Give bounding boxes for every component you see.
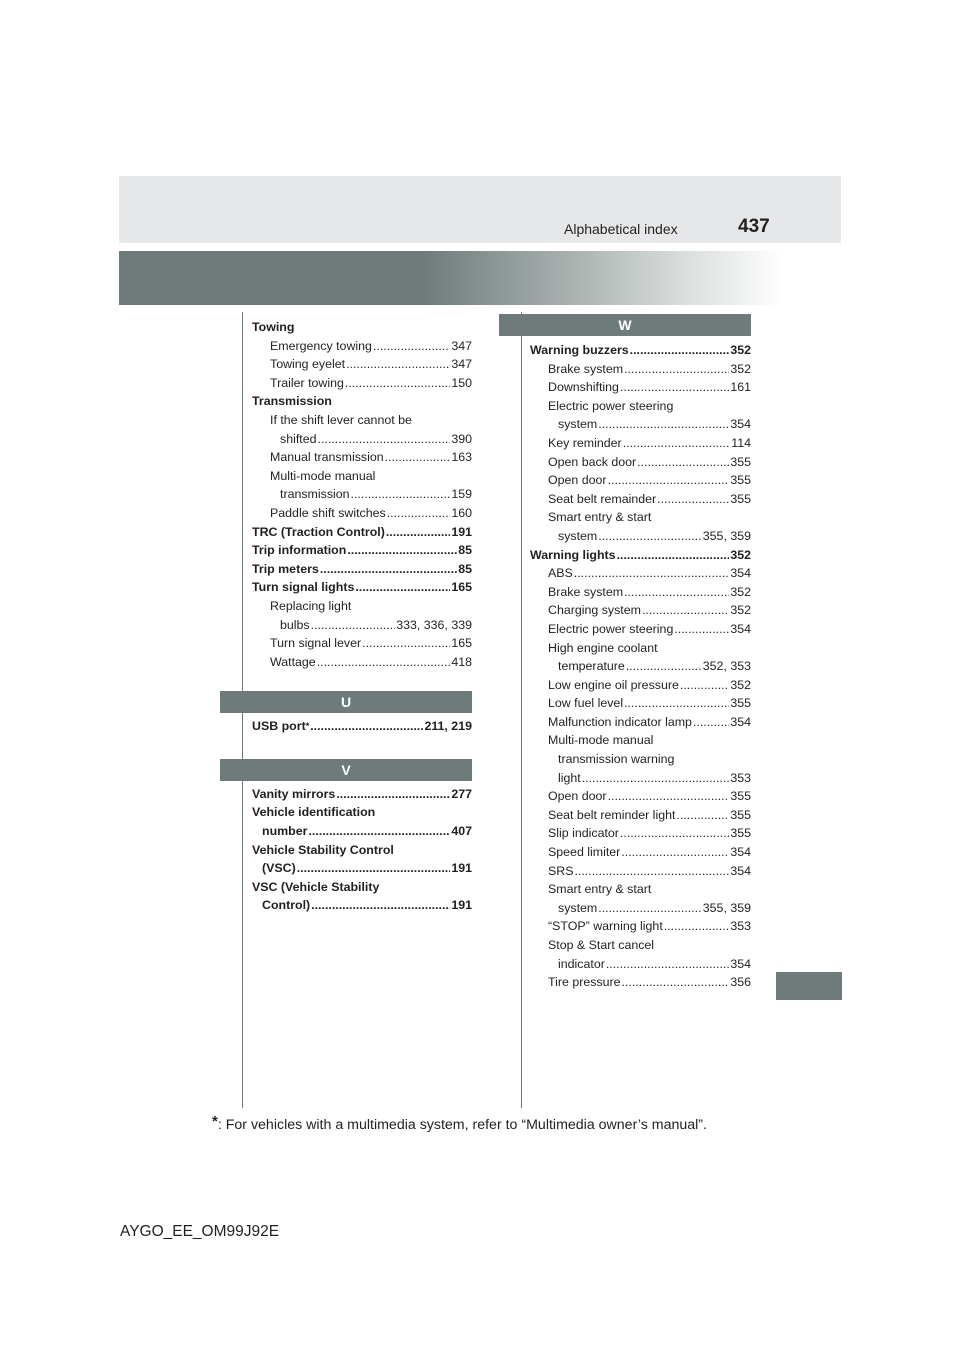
dot-leader bbox=[617, 546, 730, 565]
index-entry-label: Trip meters bbox=[252, 561, 319, 576]
index-entry-page: 85 bbox=[458, 543, 472, 558]
index-entry bbox=[530, 378, 751, 397]
index-entry bbox=[252, 878, 472, 897]
index-entry-label: Stop & Start cancel bbox=[548, 938, 655, 952]
index-entry bbox=[252, 523, 472, 542]
index-entry-page: 352 bbox=[730, 547, 751, 562]
index-entry bbox=[530, 899, 751, 918]
dot-leader bbox=[385, 448, 451, 467]
index-entry bbox=[530, 676, 751, 695]
index-entry-page: 354 bbox=[730, 566, 751, 581]
index-entry-label: light bbox=[558, 770, 581, 785]
index-entry-page: 211, 219 bbox=[424, 719, 472, 734]
index-entry-label: Turn signal lever bbox=[270, 636, 362, 651]
dot-leader bbox=[598, 415, 729, 434]
index-entry-label: Control) bbox=[262, 898, 311, 913]
dot-leader bbox=[345, 374, 450, 393]
dot-leader bbox=[620, 378, 729, 397]
index-entry-label: Low fuel level bbox=[548, 696, 624, 711]
index-entry-page: 333, 336, 339 bbox=[396, 617, 472, 632]
dot-leader bbox=[674, 620, 729, 639]
document-code: AYGO_EE_OM99J92E bbox=[120, 1223, 280, 1240]
dot-leader bbox=[624, 583, 729, 602]
dot-leader bbox=[693, 713, 729, 732]
index-entry bbox=[530, 583, 751, 602]
dot-leader bbox=[608, 471, 730, 490]
index-entry-page: 355 bbox=[730, 491, 751, 506]
dot-leader bbox=[320, 560, 457, 579]
index-entry-page: 352 bbox=[730, 677, 751, 692]
index-entry-page: 163 bbox=[451, 450, 472, 465]
dot-leader bbox=[637, 453, 729, 472]
index-entry-page: 352 bbox=[730, 603, 751, 618]
index-entry-page: 354 bbox=[730, 621, 751, 636]
index-entry bbox=[252, 448, 472, 467]
index-entry-label: Seat belt remainder bbox=[548, 491, 657, 506]
index-entry bbox=[252, 653, 472, 672]
index-entry-page: 160 bbox=[451, 505, 472, 520]
dot-leader bbox=[373, 337, 450, 356]
index-entry bbox=[530, 694, 751, 713]
index-entry-page: 353 bbox=[730, 919, 751, 934]
index-entry bbox=[252, 859, 472, 878]
index-entry-label: Electric power steering bbox=[548, 621, 674, 636]
index-entry-label: Low engine oil pressure bbox=[548, 677, 679, 692]
index-group-u bbox=[252, 717, 472, 736]
index-entry-label: Replacing light bbox=[270, 598, 352, 613]
index-entry bbox=[252, 318, 472, 337]
index-entry-label: Electric power steering bbox=[548, 398, 674, 413]
dot-leader bbox=[311, 896, 450, 915]
header-gradient-band bbox=[119, 251, 841, 305]
index-entry-label: Vanity mirrors bbox=[252, 786, 336, 801]
index-entry-page: 355 bbox=[730, 473, 751, 488]
index-entry-label: High engine coolant bbox=[548, 640, 658, 655]
index-entry bbox=[530, 787, 751, 806]
index-entry bbox=[252, 785, 472, 804]
dot-leader bbox=[336, 785, 450, 804]
letter-band-v: V bbox=[220, 759, 472, 781]
index-entry-label: number bbox=[262, 824, 308, 839]
index-entry-label: Smart entry & start bbox=[548, 882, 652, 897]
index-entry bbox=[252, 504, 472, 523]
index-entry-label: Speed limiter bbox=[548, 845, 621, 860]
index-entry bbox=[252, 392, 472, 411]
index-entry: USB port * ..... 211, 219 bbox=[252, 717, 472, 736]
index-entry bbox=[530, 657, 751, 676]
index-entry-label: system bbox=[558, 417, 598, 432]
index-entry-label: Warning buzzers bbox=[530, 343, 629, 357]
index-entry bbox=[530, 843, 751, 862]
dot-leader bbox=[642, 601, 729, 620]
index-entry-label: Key reminder bbox=[548, 435, 622, 450]
index-entry bbox=[252, 803, 472, 822]
index-entry bbox=[252, 374, 472, 393]
index-entry bbox=[252, 430, 472, 449]
dot-leader bbox=[624, 360, 729, 379]
index-entry-label: VSC (Vehicle Stability bbox=[252, 879, 380, 894]
dot-leader bbox=[574, 564, 730, 583]
index-entry-page: 347 bbox=[451, 357, 472, 372]
index-entry-label: Trailer towing bbox=[270, 375, 344, 390]
index-entry-page: 352 bbox=[730, 584, 751, 599]
index-entry-page: 355 bbox=[730, 807, 751, 822]
index-entry bbox=[530, 490, 751, 509]
dot-leader bbox=[582, 769, 730, 788]
index-entry-label: Malfunction indicator lamp bbox=[548, 714, 692, 729]
index-entry-page: 354 bbox=[730, 714, 751, 729]
index-entry-label: “STOP” warning light bbox=[548, 919, 663, 934]
index-entry bbox=[530, 639, 751, 658]
index-entry-label: Turn signal lights bbox=[252, 580, 355, 595]
index-entry-label: Open door bbox=[548, 789, 607, 804]
index-entry bbox=[530, 397, 751, 416]
index-entry-page: 355 bbox=[730, 454, 751, 469]
dot-leader bbox=[310, 717, 423, 736]
index-entry-page: 150 bbox=[451, 375, 472, 390]
index-entry bbox=[530, 546, 751, 565]
index-entry bbox=[530, 824, 751, 843]
index-entry-page: 165 bbox=[451, 636, 472, 651]
footnote-marker: * bbox=[212, 1113, 218, 1130]
dot-leader bbox=[676, 806, 729, 825]
header-bar bbox=[119, 176, 841, 243]
index-entry-label: ABS bbox=[548, 566, 573, 581]
dot-leader bbox=[355, 578, 450, 597]
index-entry-page: 347 bbox=[451, 338, 472, 353]
index-entry bbox=[252, 896, 472, 915]
index-entry bbox=[530, 471, 751, 490]
dot-leader bbox=[362, 634, 450, 653]
dot-leader bbox=[598, 527, 702, 546]
index-entry bbox=[530, 341, 751, 360]
index-entry-label: Manual transmission bbox=[270, 450, 384, 465]
index-entry bbox=[252, 337, 472, 356]
index-entry-page: 407 bbox=[451, 824, 472, 839]
index-entry-label: Downshifting bbox=[548, 380, 619, 395]
index-entry bbox=[530, 750, 751, 769]
index-entry-page: 355 bbox=[730, 696, 751, 711]
index-entry-page: 418 bbox=[451, 654, 472, 669]
dot-leader bbox=[608, 787, 730, 806]
dot-leader bbox=[317, 653, 451, 672]
index-entry-label: transmission warning bbox=[558, 752, 675, 767]
index-entry-label: Tire pressure bbox=[548, 975, 621, 990]
index-group-w bbox=[530, 341, 751, 992]
index-entry-page: 390 bbox=[451, 431, 472, 446]
index-entry bbox=[530, 620, 751, 639]
index-entry-page: 355, 359 bbox=[702, 528, 751, 543]
index-entry-page: 355, 359 bbox=[702, 900, 751, 915]
index-group-v bbox=[252, 785, 472, 915]
dot-leader bbox=[387, 504, 451, 523]
index-entry-label: shifted bbox=[280, 431, 317, 446]
index-entry-page: 352 bbox=[730, 343, 751, 357]
index-entry bbox=[530, 360, 751, 379]
index-entry-page: 191 bbox=[451, 861, 472, 876]
index-entry bbox=[530, 973, 751, 992]
index-entry bbox=[530, 731, 751, 750]
index-entry-label: If the shift lever cannot be bbox=[270, 412, 412, 427]
index-entry-page: 85 bbox=[458, 561, 472, 576]
dot-leader bbox=[318, 430, 451, 449]
index-entry-label: Seat belt reminder light bbox=[548, 807, 676, 822]
index-entry bbox=[530, 862, 751, 881]
index-entry bbox=[530, 434, 751, 453]
index-entry-page: 354 bbox=[730, 417, 751, 432]
index-entry-label: Vehicle Stability Control bbox=[252, 842, 394, 857]
index-entry-page: 161 bbox=[730, 380, 751, 395]
chapter-side-tab bbox=[776, 972, 842, 1000]
dot-leader bbox=[351, 485, 451, 504]
dot-leader bbox=[620, 824, 729, 843]
dot-leader bbox=[622, 973, 730, 992]
index-entry-label: Brake system bbox=[548, 361, 624, 376]
dot-leader bbox=[626, 657, 702, 676]
footnote bbox=[212, 1113, 707, 1133]
index-entry-page: 353 bbox=[730, 770, 751, 785]
index-entry bbox=[530, 415, 751, 434]
index-entry-label: transmission bbox=[280, 487, 350, 502]
index-entry-page: 354 bbox=[730, 845, 751, 860]
dot-leader bbox=[606, 955, 729, 974]
dot-leader bbox=[598, 899, 702, 918]
index-entry bbox=[252, 597, 472, 616]
index-entry-page: 191 bbox=[451, 524, 472, 539]
index-entry bbox=[252, 355, 472, 374]
section-title: Alphabetical index bbox=[564, 221, 678, 237]
index-entry-page: 165 bbox=[451, 580, 472, 595]
index-entry bbox=[530, 769, 751, 788]
index-entry-label: Open back door bbox=[548, 454, 637, 469]
index-entry bbox=[252, 467, 472, 486]
dot-leader bbox=[308, 822, 450, 841]
dot-leader bbox=[657, 490, 729, 509]
dot-leader bbox=[664, 917, 730, 936]
index-entry-label: temperature bbox=[558, 659, 625, 674]
index-entry bbox=[530, 713, 751, 732]
dot-leader bbox=[386, 523, 450, 542]
index-entry-label: indicator bbox=[558, 956, 605, 971]
index-entry-label: Trip information bbox=[252, 543, 347, 558]
index-entry-page: 355 bbox=[730, 789, 751, 804]
index-entry-page: 354 bbox=[730, 956, 751, 971]
index-entry-label: bulbs bbox=[280, 617, 310, 632]
index-entry bbox=[252, 822, 472, 841]
index-entry-label: (VSC) bbox=[262, 861, 296, 876]
index-entry-label: system bbox=[558, 900, 598, 915]
dot-leader bbox=[574, 862, 729, 881]
dot-leader bbox=[347, 541, 457, 560]
dot-leader bbox=[624, 694, 729, 713]
index-entry bbox=[530, 453, 751, 472]
index-entry bbox=[530, 564, 751, 583]
index-entry-label: Towing bbox=[252, 320, 295, 334]
index-entry bbox=[530, 527, 751, 546]
index-entry-page: 114 bbox=[731, 435, 751, 450]
index-entry-page: 354 bbox=[730, 863, 751, 878]
index-entry-page: 191 bbox=[451, 898, 472, 913]
index-entry-label: USB port bbox=[252, 719, 306, 734]
index-entry-page: 355 bbox=[730, 826, 751, 841]
index-entry-label: Open door bbox=[548, 473, 607, 488]
index-entry-label: Towing eyelet bbox=[270, 357, 346, 372]
dot-leader bbox=[297, 859, 451, 878]
index-entry-label: SRS bbox=[548, 863, 574, 878]
index-entry bbox=[530, 955, 751, 974]
index-entry bbox=[252, 560, 472, 579]
index-entry-label: TRC (Traction Control) bbox=[252, 524, 385, 539]
dot-leader bbox=[311, 616, 396, 635]
index-entry-label: Smart entry & start bbox=[548, 510, 652, 525]
index-entry-page: 352, 353 bbox=[702, 659, 751, 674]
dot-leader bbox=[346, 355, 450, 374]
page-number: 437 bbox=[738, 216, 770, 237]
index-entry bbox=[530, 806, 751, 825]
index-entry bbox=[252, 634, 472, 653]
dot-leader bbox=[630, 341, 730, 360]
dot-leader bbox=[621, 843, 729, 862]
index-entry-label: Warning lights bbox=[530, 547, 616, 562]
index-entry-label: Multi-mode manual bbox=[270, 468, 376, 483]
index-entry bbox=[252, 485, 472, 504]
index-entry bbox=[252, 541, 472, 560]
index-entry bbox=[252, 841, 472, 860]
index-entry bbox=[530, 917, 751, 936]
letter-band-w: W bbox=[499, 314, 751, 336]
index-entry bbox=[252, 578, 472, 597]
footnote-text: : For vehicles with a multimedia system, refer to “Multimedia owner’s manual”. bbox=[217, 1117, 707, 1133]
left-index-column bbox=[220, 318, 472, 915]
index-entry-label: system bbox=[558, 528, 598, 543]
index-entry-page: 277 bbox=[451, 786, 472, 801]
index-entry bbox=[530, 880, 751, 899]
index-entry-label: Charging system bbox=[548, 603, 641, 618]
index-entry-label: Emergency towing bbox=[270, 338, 372, 353]
dot-leader bbox=[680, 676, 729, 695]
index-entry-page: 159 bbox=[451, 487, 472, 502]
dot-leader bbox=[623, 434, 731, 453]
index-entry-label: Vehicle identification bbox=[252, 805, 376, 820]
index-entry-label: Wattage bbox=[270, 654, 316, 669]
index-entry-label: Slip indicator bbox=[548, 826, 619, 841]
right-index-column bbox=[499, 314, 751, 992]
index-entry bbox=[252, 616, 472, 635]
index-entry bbox=[530, 601, 751, 620]
index-entry-label: Transmission bbox=[252, 394, 332, 409]
index-entry bbox=[530, 936, 751, 955]
index-entry-label: Multi-mode manual bbox=[548, 733, 654, 748]
index-entry-page: 356 bbox=[730, 975, 751, 990]
index-group-t bbox=[252, 318, 472, 671]
index-entry bbox=[252, 411, 472, 430]
index-entry-page: 352 bbox=[730, 361, 751, 376]
letter-band-u: U bbox=[220, 691, 472, 713]
index-entry-label: Paddle shift switches bbox=[270, 505, 386, 520]
index-entry-label: Brake system bbox=[548, 584, 624, 599]
index-entry bbox=[530, 508, 751, 527]
